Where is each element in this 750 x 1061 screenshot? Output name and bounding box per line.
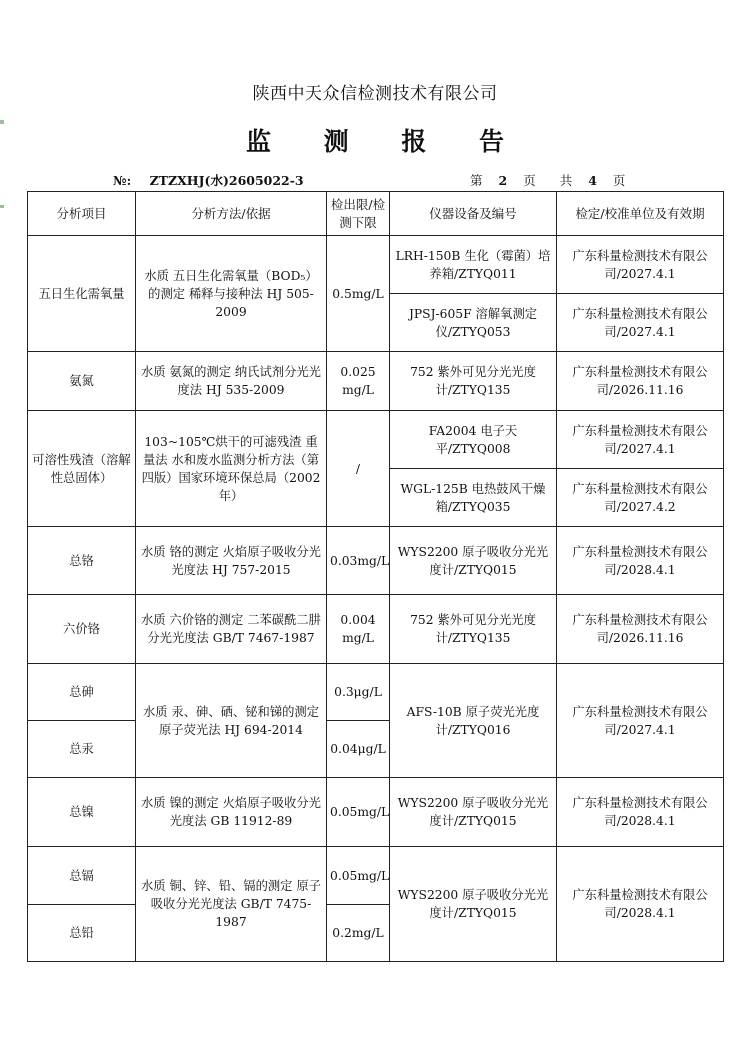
method-cell: 水质 氨氮的测定 纳氏试剂分光光度法 HJ 535-2009 bbox=[136, 352, 327, 411]
table-row bbox=[28, 664, 724, 721]
limit-cell: 0.004 mg/L bbox=[327, 595, 390, 664]
page-current: 2 bbox=[498, 173, 509, 188]
table-row bbox=[28, 236, 724, 294]
header-method: 分析方法/依据 bbox=[136, 192, 327, 236]
calibration-cell: 广东科量检测技术有限公司/2027.4.1 bbox=[557, 664, 724, 778]
calibration-cell: 广东科量检测技术有限公司/2027.4.1 bbox=[557, 294, 724, 352]
analysis-table bbox=[27, 191, 724, 962]
page-label-b: 页 bbox=[523, 173, 537, 188]
item-cell: 五日生化需氧量 bbox=[28, 236, 136, 352]
header-calibration: 检定/校准单位及有效期 bbox=[557, 192, 724, 236]
report-title: 监 测 报 告 bbox=[245, 127, 527, 156]
report-number bbox=[113, 171, 304, 189]
limit-cell: 0.05mg/L bbox=[327, 778, 390, 847]
item-cell: 总砷 bbox=[28, 664, 136, 721]
instrument-cell: WYS2200 原子吸收分光光度计/ZTYQ015 bbox=[390, 778, 557, 847]
instrument-cell: AFS-10B 原子荧光光度计/ZTYQ016 bbox=[390, 664, 557, 778]
item-cell: 总铬 bbox=[28, 527, 136, 595]
table-row bbox=[28, 527, 724, 595]
table-row bbox=[28, 411, 724, 469]
item-cell: 总镉 bbox=[28, 847, 136, 905]
item-cell: 六价铬 bbox=[28, 595, 136, 664]
calibration-cell: 广东科量检测技术有限公司/2028.4.1 bbox=[557, 847, 724, 962]
limit-cell: 0.05mg/L bbox=[327, 847, 390, 905]
header-instrument: 仪器设备及编号 bbox=[390, 192, 557, 236]
instrument-cell: 752 紫外可见分光光度计/ZTYQ135 bbox=[390, 352, 557, 411]
calibration-cell: 广东科量检测技术有限公司/2028.4.1 bbox=[557, 778, 724, 847]
report-number-label: №: bbox=[113, 173, 132, 188]
page-label-a: 第 bbox=[470, 173, 484, 188]
item-cell: 总汞 bbox=[28, 721, 136, 778]
page-label-d: 页 bbox=[612, 173, 627, 188]
report-number-value: ZTZXHJ(水)2605022-3 bbox=[149, 173, 304, 188]
limit-cell: 0.2mg/L bbox=[327, 905, 390, 962]
header-item: 分析项目 bbox=[28, 192, 136, 236]
method-cell: 水质 铬的测定 火焰原子吸收分光光度法 HJ 757-2015 bbox=[136, 527, 327, 595]
method-cell: 水质 六价铬的测定 二苯碳酰二肼分光光度法 GB/T 7467-1987 bbox=[136, 595, 327, 664]
limit-cell: 0.03mg/L bbox=[327, 527, 390, 595]
instrument-cell: WYS2200 原子吸收分光光度计/ZTYQ015 bbox=[390, 847, 557, 962]
item-cell: 总镍 bbox=[28, 778, 136, 847]
method-cell: 水质 铜、锌、铅、镉的测定 原子吸收分光光度法 GB/T 7475-1987 bbox=[136, 847, 327, 962]
limit-cell: 0.04μg/L bbox=[327, 721, 390, 778]
table-row bbox=[28, 595, 724, 664]
table-row bbox=[28, 847, 724, 905]
table-row bbox=[28, 352, 724, 411]
limit-cell: / bbox=[327, 411, 390, 527]
table-row bbox=[28, 778, 724, 847]
header-limit: 检出限/检测下限 bbox=[327, 192, 390, 236]
page-total: 4 bbox=[588, 173, 598, 188]
method-cell: 水质 镍的测定 火焰原子吸收分光光度法 GB 11912-89 bbox=[136, 778, 327, 847]
item-cell: 氨氮 bbox=[28, 352, 136, 411]
method-cell: 103~105℃烘干的可滤残渣 重量法 水和废水监测分析方法（第四版）国家环境环保总局（2002 年） bbox=[136, 411, 327, 527]
calibration-cell: 广东科量检测技术有限公司/2026.11.16 bbox=[557, 352, 724, 411]
instrument-cell: WGL-125B 电热鼓风干燥箱/ZTYQ035 bbox=[390, 469, 557, 527]
instrument-cell: WYS2200 原子吸收分光光度计/ZTYQ015 bbox=[390, 527, 557, 595]
scan-mark bbox=[0, 205, 4, 208]
instrument-cell: 752 紫外可见分光光度计/ZTYQ135 bbox=[390, 595, 557, 664]
page-indicator bbox=[470, 171, 626, 189]
instrument-cell: FA2004 电子天平/ZTYQ008 bbox=[390, 411, 557, 469]
company-name: 陕西中天众信检测技术有限公司 bbox=[252, 84, 498, 104]
table-header-row bbox=[28, 192, 724, 236]
calibration-cell: 广东科量检测技术有限公司/2027.4.2 bbox=[557, 469, 724, 527]
method-cell: 水质 汞、砷、硒、铋和锑的测定 原子荧光法 HJ 694-2014 bbox=[136, 664, 327, 778]
method-cell: 水质 五日生化需氧量（BOD₅）的测定 稀释与接种法 HJ 505-2009 bbox=[136, 236, 327, 352]
limit-cell: 0.025 mg/L bbox=[327, 352, 390, 411]
limit-cell: 0.5mg/L bbox=[327, 236, 390, 352]
calibration-cell: 广东科量检测技术有限公司/2027.4.1 bbox=[557, 236, 724, 294]
limit-cell: 0.3μg/L bbox=[327, 664, 390, 721]
calibration-cell: 广东科量检测技术有限公司/2028.4.1 bbox=[557, 527, 724, 595]
calibration-cell: 广东科量检测技术有限公司/2027.4.1 bbox=[557, 411, 724, 469]
calibration-cell: 广东科量检测技术有限公司/2026.11.16 bbox=[557, 595, 724, 664]
instrument-cell: JPSJ-605F 溶解氧测定仪/ZTYQ053 bbox=[390, 294, 557, 352]
instrument-cell: LRH-150B 生化（霉菌）培养箱/ZTYQ011 bbox=[390, 236, 557, 294]
page-label-c: 共 bbox=[559, 173, 574, 188]
item-cell: 总铅 bbox=[28, 905, 136, 962]
item-cell: 可溶性残渣（溶解性总固体） bbox=[28, 411, 136, 527]
